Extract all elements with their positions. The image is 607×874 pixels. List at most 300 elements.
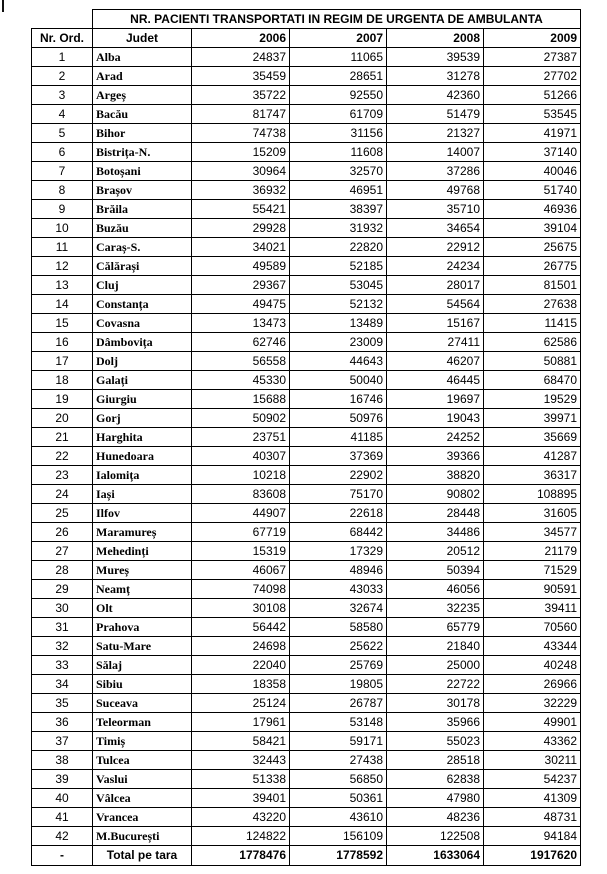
table-row — [32, 409, 581, 428]
county-name: Sibiu — [93, 675, 192, 694]
table-row — [32, 808, 581, 827]
year-value: 35710 — [387, 200, 484, 219]
table-row — [32, 485, 581, 504]
row-number: 34 — [32, 675, 93, 694]
table-row — [32, 713, 581, 732]
total-ord: - — [32, 846, 93, 866]
row-number: 40 — [32, 789, 93, 808]
row-number: 32 — [32, 637, 93, 656]
year-value: 30178 — [387, 694, 484, 713]
year-value: 15167 — [387, 314, 484, 333]
row-number: 11 — [32, 238, 93, 257]
year-value: 36317 — [484, 466, 581, 485]
county-name: Alba — [93, 48, 192, 67]
county-name: Satu-Mare — [93, 637, 192, 656]
county-name: Arad — [93, 67, 192, 86]
year-value: 25124 — [192, 694, 290, 713]
year-value: 41971 — [484, 124, 581, 143]
county-name: Vâlcea — [93, 789, 192, 808]
year-value: 39104 — [484, 219, 581, 238]
table-row — [32, 580, 581, 599]
year-value: 58421 — [192, 732, 290, 751]
header-judet: Judet — [93, 29, 192, 48]
row-number: 37 — [32, 732, 93, 751]
year-value: 54237 — [484, 770, 581, 789]
year-value: 40248 — [484, 656, 581, 675]
year-value: 35966 — [387, 713, 484, 732]
county-name: Tulcea — [93, 751, 192, 770]
table-row — [32, 333, 581, 352]
year-value: 27411 — [387, 333, 484, 352]
year-value: 92550 — [290, 86, 387, 105]
year-value: 32229 — [484, 694, 581, 713]
table-row — [32, 181, 581, 200]
year-value: 51266 — [484, 86, 581, 105]
year-value: 10218 — [192, 466, 290, 485]
year-value: 43033 — [290, 580, 387, 599]
year-value: 15319 — [192, 542, 290, 561]
year-value: 44643 — [290, 352, 387, 371]
county-name: Giurgiu — [93, 390, 192, 409]
county-name: Bihor — [93, 124, 192, 143]
year-value: 28017 — [387, 276, 484, 295]
year-value: 53045 — [290, 276, 387, 295]
row-number: 33 — [32, 656, 93, 675]
table-row — [32, 105, 581, 124]
year-value: 46951 — [290, 181, 387, 200]
year-value: 38397 — [290, 200, 387, 219]
county-name: Brăila — [93, 200, 192, 219]
year-value: 49901 — [484, 713, 581, 732]
row-number: 16 — [32, 333, 93, 352]
cell-cursor — [2, 0, 4, 12]
year-value: 75170 — [290, 485, 387, 504]
year-value: 35722 — [192, 86, 290, 105]
year-value: 68470 — [484, 371, 581, 390]
row-number: 36 — [32, 713, 93, 732]
row-number: 29 — [32, 580, 93, 599]
row-number: 20 — [32, 409, 93, 428]
year-value: 39401 — [192, 789, 290, 808]
county-name: Argeș — [93, 86, 192, 105]
year-value: 30964 — [192, 162, 290, 181]
year-value: 67719 — [192, 523, 290, 542]
table-row — [32, 694, 581, 713]
year-value: 27387 — [484, 48, 581, 67]
county-name: Botoșani — [93, 162, 192, 181]
table-row — [32, 352, 581, 371]
year-value: 43362 — [484, 732, 581, 751]
row-number: 38 — [32, 751, 93, 770]
year-value: 81747 — [192, 105, 290, 124]
header-year: 2007 — [290, 29, 387, 48]
year-value: 59171 — [290, 732, 387, 751]
year-value: 19697 — [387, 390, 484, 409]
table-row — [32, 86, 581, 105]
year-value: 43344 — [484, 637, 581, 656]
year-value: 26775 — [484, 257, 581, 276]
year-value: 29928 — [192, 219, 290, 238]
year-value: 41309 — [484, 789, 581, 808]
year-value: 62746 — [192, 333, 290, 352]
year-value: 22618 — [290, 504, 387, 523]
year-value: 22722 — [387, 675, 484, 694]
county-name: Galați — [93, 371, 192, 390]
year-value: 47980 — [387, 789, 484, 808]
county-name: Călărași — [93, 257, 192, 276]
county-name: Covasna — [93, 314, 192, 333]
total-value: 1778592 — [290, 846, 387, 866]
row-number: 4 — [32, 105, 93, 124]
table-row — [32, 789, 581, 808]
county-name: M.București — [93, 827, 192, 846]
county-name: Dolj — [93, 352, 192, 371]
year-value: 39971 — [484, 409, 581, 428]
row-number: 27 — [32, 542, 93, 561]
year-value: 28448 — [387, 504, 484, 523]
year-value: 37140 — [484, 143, 581, 162]
year-value: 37369 — [290, 447, 387, 466]
table-row — [32, 751, 581, 770]
table-row — [32, 675, 581, 694]
year-value: 11065 — [290, 48, 387, 67]
row-number: 18 — [32, 371, 93, 390]
year-value: 124822 — [192, 827, 290, 846]
year-value: 36932 — [192, 181, 290, 200]
year-value: 50976 — [290, 409, 387, 428]
row-number: 17 — [32, 352, 93, 371]
year-value: 31156 — [290, 124, 387, 143]
row-number: 19 — [32, 390, 93, 409]
year-value: 40046 — [484, 162, 581, 181]
row-number: 35 — [32, 694, 93, 713]
year-value: 39366 — [387, 447, 484, 466]
county-name: Hunedoara — [93, 447, 192, 466]
table-row — [32, 390, 581, 409]
year-value: 38820 — [387, 466, 484, 485]
county-name: Dâmbovița — [93, 333, 192, 352]
year-value: 11415 — [484, 314, 581, 333]
year-value: 22820 — [290, 238, 387, 257]
county-name: Sălaj — [93, 656, 192, 675]
year-value: 41185 — [290, 428, 387, 447]
county-name: Mehedinți — [93, 542, 192, 561]
year-value: 68442 — [290, 523, 387, 542]
table-row — [32, 466, 581, 485]
year-value: 49768 — [387, 181, 484, 200]
row-number: 8 — [32, 181, 93, 200]
table-row — [32, 238, 581, 257]
table-row — [32, 295, 581, 314]
header-year: 2009 — [484, 29, 581, 48]
row-number: 30 — [32, 599, 93, 618]
row-number: 2 — [32, 67, 93, 86]
county-name: Constanța — [93, 295, 192, 314]
year-value: 39539 — [387, 48, 484, 67]
year-value: 52185 — [290, 257, 387, 276]
table-row — [32, 827, 581, 846]
year-value: 49475 — [192, 295, 290, 314]
row-number: 21 — [32, 428, 93, 447]
table-row — [32, 162, 581, 181]
table-row — [32, 770, 581, 789]
table-row — [32, 732, 581, 751]
county-name: Brașov — [93, 181, 192, 200]
table-row — [32, 371, 581, 390]
year-value: 50394 — [387, 561, 484, 580]
table-body — [32, 48, 581, 846]
year-value: 19529 — [484, 390, 581, 409]
county-name: Prahova — [93, 618, 192, 637]
total-value: 1778476 — [192, 846, 290, 866]
ambulance-transport-table — [31, 9, 581, 866]
year-value: 32443 — [192, 751, 290, 770]
table-row — [32, 276, 581, 295]
row-number: 28 — [32, 561, 93, 580]
year-value: 54564 — [387, 295, 484, 314]
year-value: 18358 — [192, 675, 290, 694]
year-value: 65779 — [387, 618, 484, 637]
row-number: 1 — [32, 48, 93, 67]
year-value: 21327 — [387, 124, 484, 143]
table-row — [32, 618, 581, 637]
year-value: 46067 — [192, 561, 290, 580]
row-number: 31 — [32, 618, 93, 637]
row-number: 42 — [32, 827, 93, 846]
year-value: 26966 — [484, 675, 581, 694]
year-value: 27438 — [290, 751, 387, 770]
year-value: 43220 — [192, 808, 290, 827]
county-name: Caraș-S. — [93, 238, 192, 257]
county-name: Buzău — [93, 219, 192, 238]
year-value: 14007 — [387, 143, 484, 162]
table-row — [32, 67, 581, 86]
county-name: Gorj — [93, 409, 192, 428]
year-value: 49589 — [192, 257, 290, 276]
county-name: Suceava — [93, 694, 192, 713]
row-number: 26 — [32, 523, 93, 542]
year-value: 53545 — [484, 105, 581, 124]
total-value: 1633064 — [387, 846, 484, 866]
table-row — [32, 637, 581, 656]
table-row — [32, 200, 581, 219]
year-value: 90591 — [484, 580, 581, 599]
year-value: 27702 — [484, 67, 581, 86]
year-value: 46056 — [387, 580, 484, 599]
year-value: 46445 — [387, 371, 484, 390]
year-value: 48236 — [387, 808, 484, 827]
year-value: 31932 — [290, 219, 387, 238]
year-value: 13473 — [192, 314, 290, 333]
year-value: 30108 — [192, 599, 290, 618]
county-name: Teleorman — [93, 713, 192, 732]
year-value: 34654 — [387, 219, 484, 238]
year-value: 46207 — [387, 352, 484, 371]
year-value: 23009 — [290, 333, 387, 352]
table-row — [32, 656, 581, 675]
year-value: 31278 — [387, 67, 484, 86]
year-value: 37286 — [387, 162, 484, 181]
year-value: 30211 — [484, 751, 581, 770]
year-value: 24234 — [387, 257, 484, 276]
year-value: 29367 — [192, 276, 290, 295]
table-row — [32, 504, 581, 523]
year-value: 21179 — [484, 542, 581, 561]
year-value: 15688 — [192, 390, 290, 409]
year-value: 55421 — [192, 200, 290, 219]
row-number: 7 — [32, 162, 93, 181]
year-value: 50902 — [192, 409, 290, 428]
county-name: Vrancea — [93, 808, 192, 827]
year-value: 51740 — [484, 181, 581, 200]
year-value: 74098 — [192, 580, 290, 599]
year-value: 62586 — [484, 333, 581, 352]
table-row — [32, 542, 581, 561]
county-name: Maramureș — [93, 523, 192, 542]
year-value: 31605 — [484, 504, 581, 523]
header-nr-ord: Nr. Ord. — [32, 29, 93, 48]
year-value: 51338 — [192, 770, 290, 789]
table-row — [32, 561, 581, 580]
year-value: 35459 — [192, 67, 290, 86]
table-row — [32, 523, 581, 542]
year-value: 156109 — [290, 827, 387, 846]
total-label: Total pe tara — [93, 846, 192, 866]
row-number: 3 — [32, 86, 93, 105]
county-name: Cluj — [93, 276, 192, 295]
county-name: Olt — [93, 599, 192, 618]
year-value: 32235 — [387, 599, 484, 618]
county-name: Bistrița-N. — [93, 143, 192, 162]
year-value: 39411 — [484, 599, 581, 618]
county-name: Neamț — [93, 580, 192, 599]
row-number: 10 — [32, 219, 93, 238]
year-value: 52132 — [290, 295, 387, 314]
county-name: Vaslui — [93, 770, 192, 789]
county-name: Ialomița — [93, 466, 192, 485]
year-value: 28651 — [290, 67, 387, 86]
year-value: 56442 — [192, 618, 290, 637]
row-number: 5 — [32, 124, 93, 143]
table-row — [32, 447, 581, 466]
county-name: Mureș — [93, 561, 192, 580]
year-value: 19805 — [290, 675, 387, 694]
table-row — [32, 124, 581, 143]
year-value: 17329 — [290, 542, 387, 561]
year-value: 53148 — [290, 713, 387, 732]
county-name: Iași — [93, 485, 192, 504]
year-value: 56850 — [290, 770, 387, 789]
table-title: NR. PACIENTI TRANSPORTATI IN REGIM DE URGENTA DE AMBULANTA — [93, 10, 581, 29]
row-number: 23 — [32, 466, 93, 485]
row-number: 9 — [32, 200, 93, 219]
year-value: 46936 — [484, 200, 581, 219]
year-value: 21840 — [387, 637, 484, 656]
year-value: 90802 — [387, 485, 484, 504]
year-value: 16746 — [290, 390, 387, 409]
table-row — [32, 257, 581, 276]
year-value: 11608 — [290, 143, 387, 162]
total-row — [32, 846, 581, 866]
row-number: 15 — [32, 314, 93, 333]
year-value: 25675 — [484, 238, 581, 257]
year-value: 32674 — [290, 599, 387, 618]
year-value: 27638 — [484, 295, 581, 314]
row-number: 41 — [32, 808, 93, 827]
row-number: 6 — [32, 143, 93, 162]
year-value: 25769 — [290, 656, 387, 675]
year-value: 15209 — [192, 143, 290, 162]
year-value: 41287 — [484, 447, 581, 466]
year-value: 25000 — [387, 656, 484, 675]
row-number: 14 — [32, 295, 93, 314]
county-name: Timiș — [93, 732, 192, 751]
year-value: 55023 — [387, 732, 484, 751]
year-value: 34021 — [192, 238, 290, 257]
year-value: 19043 — [387, 409, 484, 428]
year-value: 94184 — [484, 827, 581, 846]
year-value: 17961 — [192, 713, 290, 732]
year-value: 56558 — [192, 352, 290, 371]
year-value: 81501 — [484, 276, 581, 295]
row-number: 24 — [32, 485, 93, 504]
year-value: 108895 — [484, 485, 581, 504]
year-value: 26787 — [290, 694, 387, 713]
year-value: 70560 — [484, 618, 581, 637]
year-value: 71529 — [484, 561, 581, 580]
year-value: 24252 — [387, 428, 484, 447]
year-value: 23751 — [192, 428, 290, 447]
year-value: 50881 — [484, 352, 581, 371]
year-value: 40307 — [192, 447, 290, 466]
year-value: 24837 — [192, 48, 290, 67]
table-row — [32, 48, 581, 67]
year-value: 20512 — [387, 542, 484, 561]
year-value: 28518 — [387, 751, 484, 770]
year-value: 45330 — [192, 371, 290, 390]
year-value: 25622 — [290, 637, 387, 656]
year-value: 48731 — [484, 808, 581, 827]
header-year: 2008 — [387, 29, 484, 48]
year-value: 22912 — [387, 238, 484, 257]
table-row — [32, 143, 581, 162]
year-value: 32570 — [290, 162, 387, 181]
header-year: 2006 — [192, 29, 290, 48]
row-number: 25 — [32, 504, 93, 523]
year-value: 50040 — [290, 371, 387, 390]
table-row — [32, 219, 581, 238]
year-value: 62838 — [387, 770, 484, 789]
year-value: 43610 — [290, 808, 387, 827]
year-value: 34486 — [387, 523, 484, 542]
year-value: 34577 — [484, 523, 581, 542]
year-value: 122508 — [387, 827, 484, 846]
table-row — [32, 428, 581, 447]
year-value: 42360 — [387, 86, 484, 105]
table-row — [32, 599, 581, 618]
year-value: 35669 — [484, 428, 581, 447]
year-value: 58580 — [290, 618, 387, 637]
year-value: 24698 — [192, 637, 290, 656]
year-value: 22040 — [192, 656, 290, 675]
year-value: 50361 — [290, 789, 387, 808]
year-value: 44907 — [192, 504, 290, 523]
year-value: 13489 — [290, 314, 387, 333]
row-number: 39 — [32, 770, 93, 789]
row-number: 22 — [32, 447, 93, 466]
year-value: 22902 — [290, 466, 387, 485]
table-row — [32, 314, 581, 333]
